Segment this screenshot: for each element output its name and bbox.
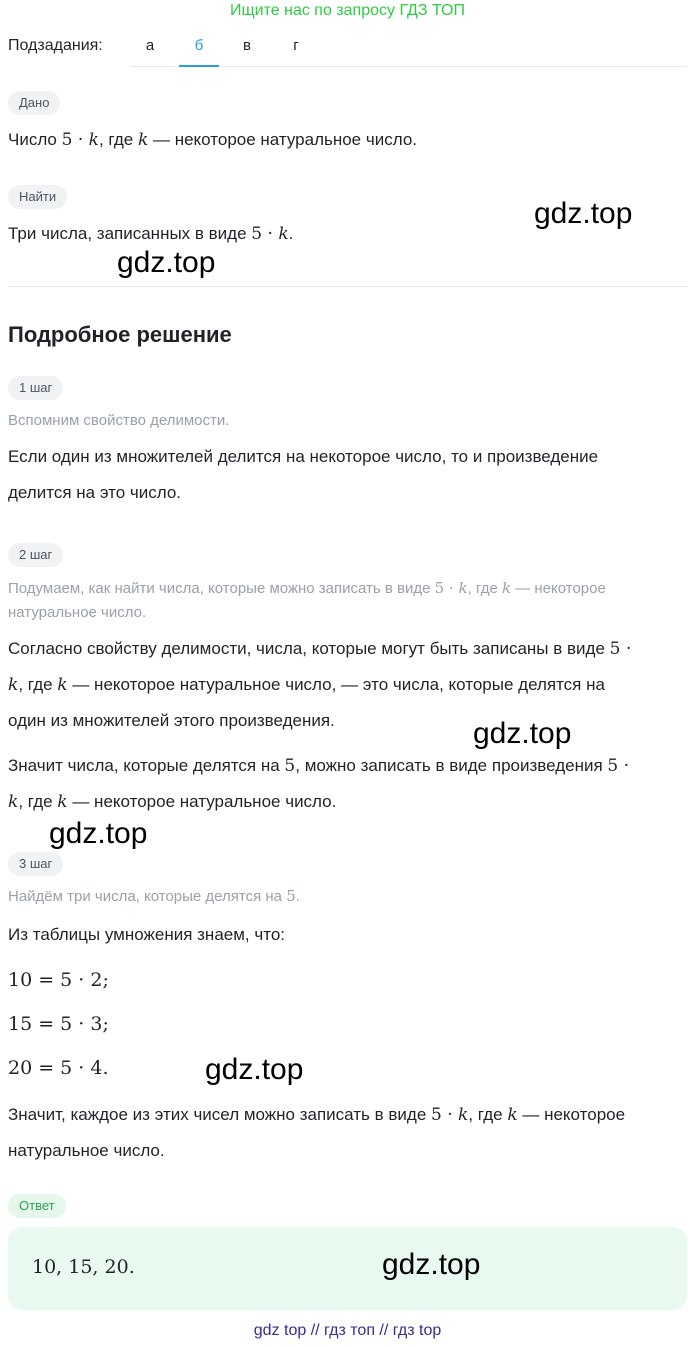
- step3-hint: Найдём три числа, которые делятся на 5.: [8, 887, 300, 905]
- tab-b[interactable]: б: [179, 30, 219, 67]
- watermark: gdz.top: [49, 817, 148, 850]
- tab-g[interactable]: г: [293, 37, 299, 54]
- step2-p2-line2: k, где k — некоторое натуральное число.: [8, 792, 337, 812]
- given-chip: Дано: [8, 91, 60, 115]
- step2-p2-line1: Значит числа, которые делятся на 5, можно записать в виде произведения 5 ·: [8, 756, 630, 776]
- solution-heading: Подробное решение: [8, 322, 232, 347]
- tab-v[interactable]: в: [243, 37, 251, 54]
- step2-p1-line2: k, где k — некоторое натуральное число, — это числа, которые делятся на: [8, 675, 605, 695]
- find-chip: Найти: [8, 185, 67, 209]
- answer-chip: Ответ: [8, 1194, 66, 1218]
- answer-value: 10, 15, 20.: [32, 1256, 135, 1278]
- step1-hint: Вспомним свойство делимости.: [8, 412, 230, 429]
- step1-chip: 1 шаг: [8, 376, 63, 400]
- answer-box: [8, 1227, 687, 1310]
- watermark: gdz.top: [205, 1053, 304, 1086]
- step2-hint-line2: натуральное число.: [8, 604, 147, 621]
- step1-line1: Если один из множителей делится на некоторое число, то и произведение: [8, 447, 599, 466]
- equation-1: 10 = 5 · 2;: [8, 969, 109, 991]
- search-hint-banner: Ищите нас по запросу ГДЗ ТОП: [230, 2, 465, 19]
- step2-hint-line1: Подумаем, как найти числа, которые можно записать в виде 5 · k, где k — некоторое: [8, 579, 606, 597]
- step1-line2: делится на это число.: [8, 483, 182, 502]
- equation-2: 15 = 5 · 3;: [8, 1013, 109, 1035]
- step3-conclusion-line1: Значит, каждое из этих чисел можно записать в виде 5 · k, где k — некоторое: [8, 1105, 626, 1125]
- step3-chip: 3 шаг: [8, 852, 63, 876]
- given-text: Число 5 · k, где k — некоторое натуральное число.: [8, 130, 418, 150]
- step2-p1-line1: Согласно свойству делимости, числа, которые могут быть записаны в виде 5 ·: [8, 639, 632, 659]
- subtasks-label: Подзадания:: [8, 37, 103, 54]
- subtask-tabs: [130, 30, 687, 67]
- footer-links[interactable]: gdz top // гдз топ // гдз top: [253, 1322, 442, 1339]
- step3-conclusion-line2: натуральное число.: [8, 1141, 165, 1160]
- watermark: gdz.top: [473, 717, 572, 750]
- find-text: Три числа, записанных в виде 5 · k.: [8, 224, 294, 244]
- step2-p1-line3: один из множителей этого произведения.: [8, 711, 335, 730]
- step3-intro: Из таблицы умножения знаем, что:: [8, 925, 285, 944]
- step2-chip: 2 шаг: [8, 543, 63, 567]
- tab-a[interactable]: а: [145, 37, 155, 54]
- watermark: gdz.top: [382, 1248, 481, 1281]
- equation-3: 20 = 5 · 4.: [8, 1057, 109, 1079]
- section-divider: [8, 286, 687, 287]
- watermark: gdz.top: [117, 246, 216, 279]
- watermark: gdz.top: [534, 197, 633, 230]
